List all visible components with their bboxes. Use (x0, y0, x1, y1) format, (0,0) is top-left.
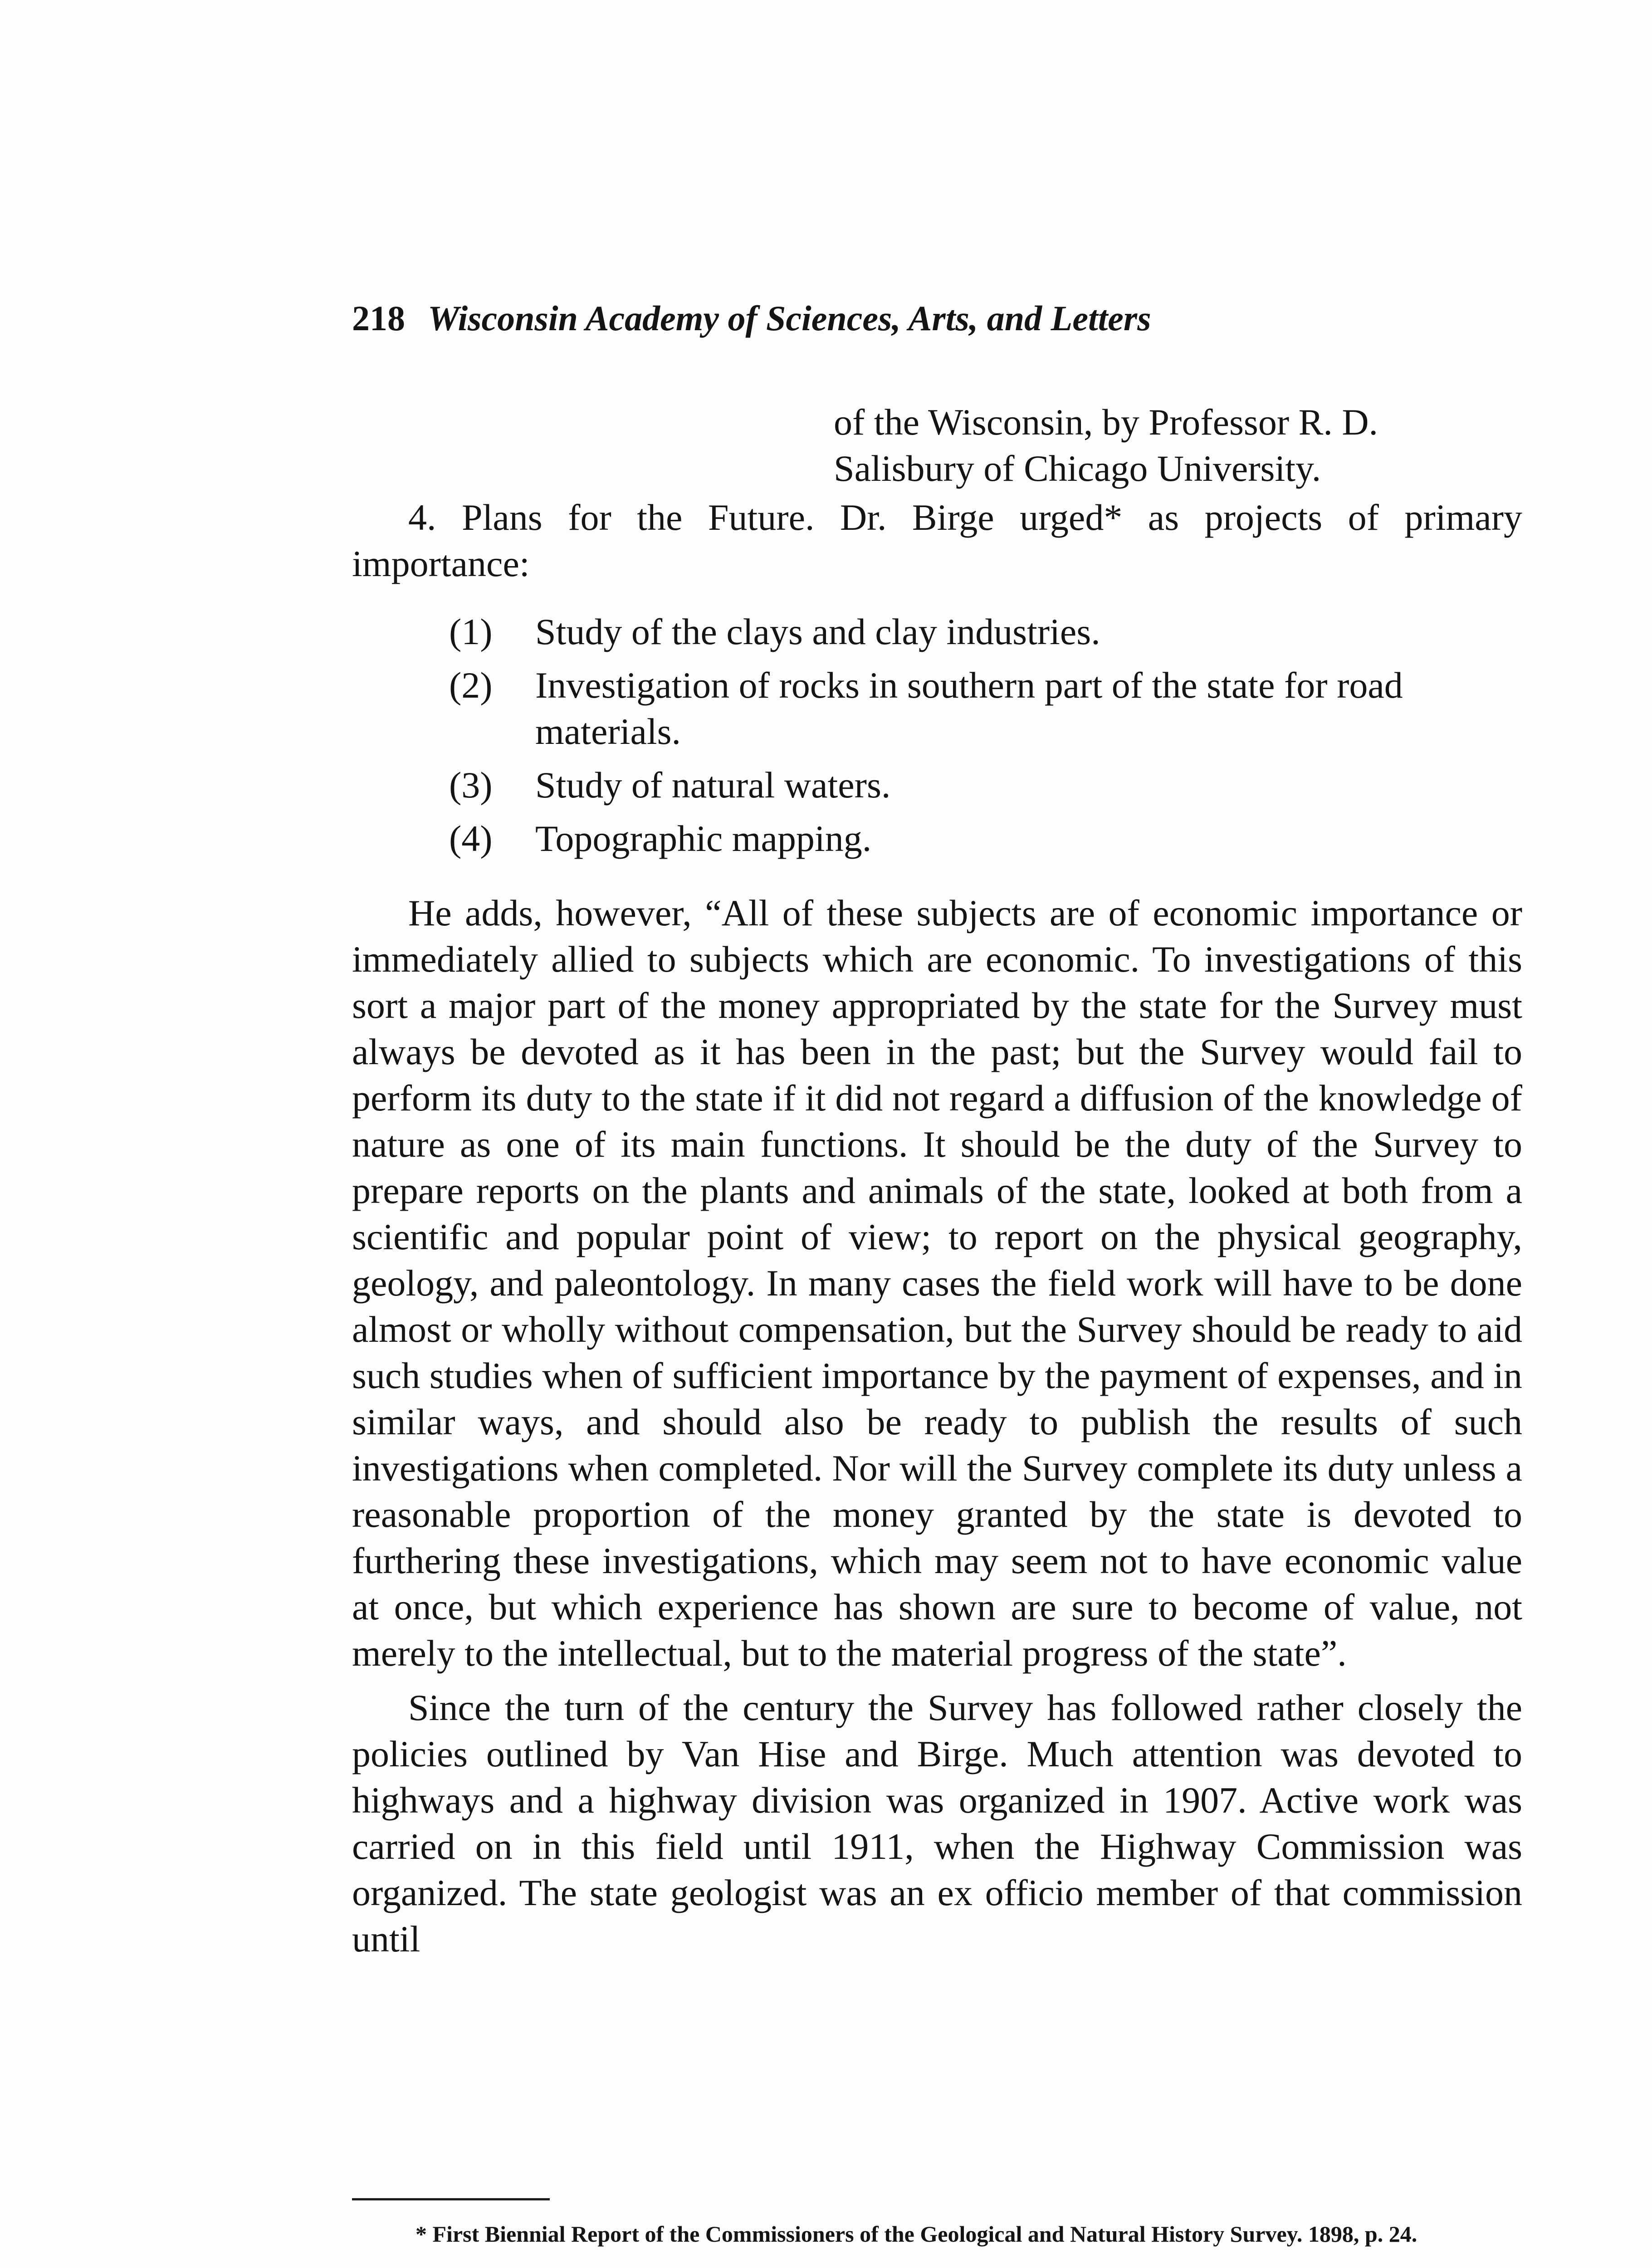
page-number: 218 (352, 298, 405, 338)
footnote-text: * First Biennial Report of the Commissioners of the Geological and Natural History Survey. 1898, p. 24. (415, 2221, 1417, 2247)
list-item (449, 662, 1524, 755)
list-item-number: (4) (449, 818, 493, 859)
footnote (352, 2218, 1522, 2250)
list-item-text: Investigation of rocks in southern part of the state for road materials. (535, 665, 1403, 752)
main-body (352, 890, 1522, 1970)
continuation-line: of the Wisconsin, by Professor R. D. (834, 401, 1378, 443)
list-item (449, 762, 1524, 808)
list-item-number: (1) (449, 611, 493, 652)
list-item (449, 609, 1524, 655)
continuation-line: Salisbury of Chicago University. (834, 448, 1321, 489)
plans-text: 4. Plans for the Future. Dr. Birge urged* as projects of primary importance: (352, 497, 1522, 584)
body-paragraph: He adds, however, “All of these subjects are of economic importance or immediately allied to subjects which are economic. To investigations of this sort a major part of the money appropriated by the state for the Survey must always be devoted as it has been in the past; but the Survey would fail to perform its duty to the state if it did not regard a diffusion of the knowledge of nature as one of its main functions. It should be the duty of the Survey to prepare reports on the plants and animals of the state, looked at both from a scientific and popular point of view; to report on the physical geography, geology, and paleontology. In many cases the field work will have to be done almost or wholly without compensation, but the Survey should be ready to aid such studies when of sufficient importance by the payment of expenses, and in similar ways, and should also be ready to publish the results of such investigations when completed. Nor will the Survey complete its duty unless a reasonable proportion of the money granted by the state is devoted to furthering these investigations, which may seem not to have economic value at once, but which experience has shown are sure to become of value, not merely to the intellectual, but to the material progress of the state”. (352, 892, 1522, 1674)
footnote-divider (352, 2198, 550, 2200)
list-item (449, 816, 1524, 862)
list-item-text: Study of natural waters. (535, 764, 891, 806)
list-item-text: Study of the clays and clay industries. (535, 611, 1100, 652)
projects-list (449, 609, 1524, 869)
list-item-number: (2) (449, 665, 493, 706)
body-paragraph: Since the turn of the century the Survey has followed rather closely the policies outlined by Van Hise and Birge. Much attention was devoted to highways and a highway division was organized in 1907. Active work was carried on in this field until 1911, when the Highway Commission was organized. The state geologist was an ex officio member of that commission until (352, 1687, 1522, 1960)
page-header (352, 296, 1522, 341)
plans-paragraph (352, 494, 1522, 587)
list-item-number: (3) (449, 764, 493, 806)
continuation-text (834, 399, 1523, 492)
running-title: Wisconsin Academy of Sciences, Arts, and Letters (428, 298, 1151, 338)
list-item-text: Topographic mapping. (535, 818, 872, 859)
